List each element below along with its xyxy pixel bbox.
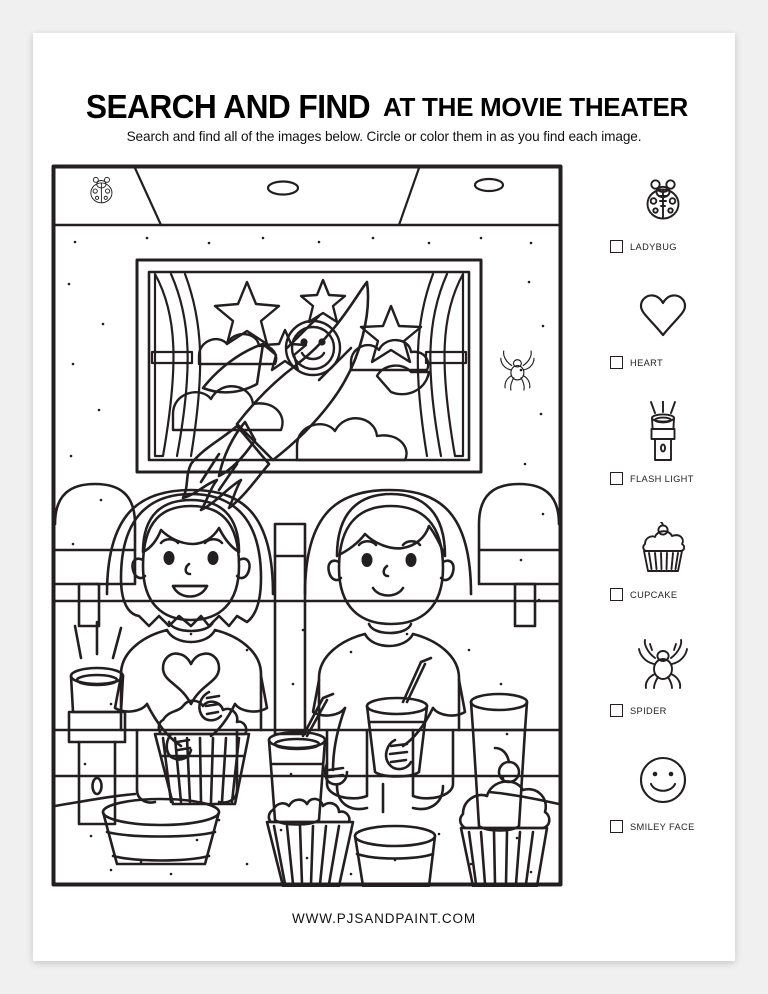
instructions-text: Search and find all of the images below. Circle or color them in as you find each image. (126, 129, 642, 144)
legend-row-heart[interactable] (610, 356, 663, 369)
checkbox-heart[interactable] (610, 356, 623, 369)
smiley-face-icon (603, 744, 723, 816)
legend-label-heart: HEART (630, 357, 664, 368)
legend-item-flashlight[interactable] (603, 396, 723, 512)
movie-theater-scene (51, 164, 563, 887)
footer-url: WWW.PJSANDPAINT.COM (291, 911, 477, 926)
legend-label-flashlight: FLASH LIGHT (630, 473, 694, 484)
legend-label-cupcake: CUPCAKE (630, 589, 678, 600)
legend-label-ladybug: LADYBUG (630, 241, 677, 252)
title-sub-text: AT THE MOVIE THEATER (382, 92, 688, 122)
legend-row-spider[interactable] (610, 704, 667, 717)
legend-item-cupcake[interactable] (603, 512, 723, 628)
checkbox-ladybug[interactable] (610, 240, 623, 253)
heart-icon (603, 280, 723, 352)
legend-row-smiley-face[interactable] (610, 820, 695, 833)
legend-item-ladybug[interactable] (603, 164, 723, 280)
checkbox-flashlight[interactable] (610, 472, 623, 485)
spider-icon (603, 628, 723, 700)
movie-screen (137, 260, 481, 510)
hidden-objects-checklist (603, 164, 723, 887)
title-main-text: SEARCH AND FIND (85, 88, 371, 125)
flashlight-icon (603, 396, 723, 468)
legend-row-cupcake[interactable] (610, 588, 677, 601)
ladybug-icon (603, 164, 723, 236)
legend-label-smiley-face: SMILEY FACE (630, 821, 695, 832)
legend-row-ladybug[interactable] (610, 240, 677, 253)
legend-label-spider: SPIDER (630, 705, 667, 716)
checkbox-spider[interactable] (610, 704, 623, 717)
legend-row-flashlight[interactable] (610, 472, 694, 485)
page-title (33, 88, 735, 126)
cupcake-icon (603, 512, 723, 584)
legend-item-spider[interactable] (603, 628, 723, 744)
checkbox-cupcake[interactable] (610, 588, 623, 601)
worksheet-page (33, 33, 735, 961)
legend-item-heart[interactable] (603, 280, 723, 396)
checkbox-smiley-face[interactable] (610, 820, 623, 833)
legend-item-smiley-face[interactable] (603, 744, 723, 860)
